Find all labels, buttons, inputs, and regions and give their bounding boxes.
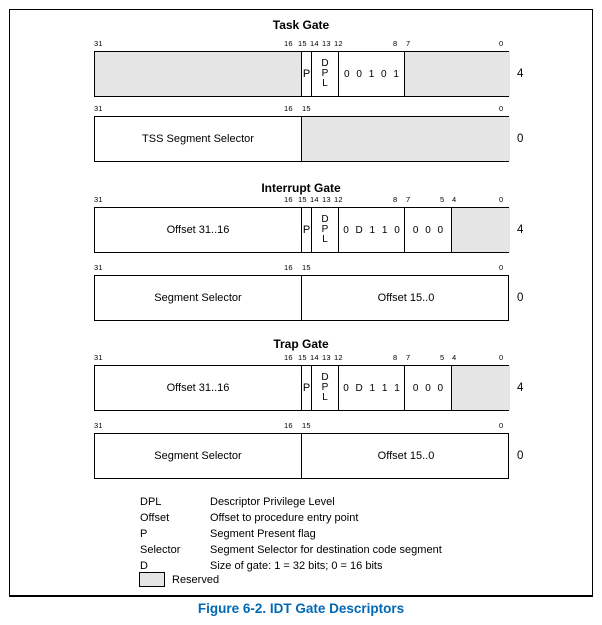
bit-label-12: 12: [334, 353, 343, 362]
bit-ruler: [94, 420, 509, 431]
legend-desc: Size of gate: 1 = 32 bits; 0 = 16 bits: [210, 560, 383, 572]
field-segment-selector: Segment Selector: [154, 450, 242, 462]
bit-label-8: 8: [393, 195, 398, 204]
bit-label-16: 16: [284, 421, 293, 430]
interrupt-gate-title: Interrupt Gate: [261, 181, 341, 195]
bit-ruler: [94, 352, 509, 363]
bit-label-16: 16: [284, 39, 293, 48]
field-offset-15-0: Offset 15..0: [301, 434, 510, 478]
bit-label-8: 8: [393, 39, 398, 48]
bit-label-0: 0: [499, 39, 504, 48]
trap-gate-dword-byte-4: [94, 365, 509, 411]
bit-label-13: 13: [322, 39, 331, 48]
bit-label-13: 13: [322, 195, 331, 204]
bit-label-7: 7: [406, 353, 411, 362]
field-offset-31-16: Offset 31..16: [166, 224, 230, 236]
field-char: L: [322, 78, 328, 89]
trap-gate-title: Trap Gate: [273, 337, 329, 351]
bit-ruler: [94, 103, 509, 114]
field-0-0-0: 0 0 0: [404, 208, 451, 252]
field-char: P: [321, 382, 329, 393]
field-0-0-0: 0 0 0: [404, 366, 451, 410]
legend-desc: Offset to procedure entry point: [210, 512, 359, 524]
byte-offset-label: 0: [517, 292, 524, 304]
bit-label-13: 13: [322, 353, 331, 362]
field-char: D: [321, 58, 329, 69]
bit-ruler: [94, 38, 509, 49]
bit-label-15: 15: [298, 353, 307, 362]
field-dpl: [311, 208, 338, 252]
field-segment-selector: Segment Selector: [154, 292, 242, 304]
trap-gate-dword-byte-0: [94, 433, 509, 479]
field-0-0-1-0-1: 0 0 1 0 1: [338, 52, 404, 96]
legend-desc: Segment Selector for destination code segment: [210, 544, 442, 556]
field-char: L: [322, 392, 328, 403]
bit-label-15: 15: [298, 195, 307, 204]
byte-offset-label: 0: [517, 133, 524, 145]
byte-offset-label: 4: [517, 382, 524, 394]
reserved-key: [139, 572, 219, 587]
bit-label-12: 12: [334, 195, 343, 204]
field-reserved: [451, 366, 510, 410]
field-p: P: [301, 52, 311, 96]
bit-label-4: 4: [452, 195, 457, 204]
bit-label-16: 16: [284, 263, 293, 272]
bit-label-14: 14: [310, 353, 319, 362]
task-gate-dword-byte-4: [94, 51, 509, 97]
figure-frame: [9, 9, 593, 597]
legend-entry-selector: [140, 542, 442, 558]
bit-label-8: 8: [393, 353, 398, 362]
bit-label-12: 12: [334, 39, 343, 48]
field-char: D: [321, 372, 329, 383]
bit-label-15: 15: [302, 104, 311, 113]
field-p: P: [301, 208, 311, 252]
field-p: P: [301, 366, 311, 410]
bit-label-15: 15: [298, 39, 307, 48]
field-offset-31-16: Offset 31..16: [166, 382, 230, 394]
field-offset-15-0: Offset 15..0: [301, 276, 510, 320]
bit-label-14: 14: [310, 39, 319, 48]
bit-label-4: 4: [452, 353, 457, 362]
legend-term: DPL: [140, 496, 162, 508]
field-0-d-1-1-0: 0 D 1 1 0: [338, 208, 404, 252]
bit-label-7: 7: [406, 195, 411, 204]
legend-entry-dpl: [140, 494, 442, 510]
byte-offset-label: 4: [517, 224, 524, 236]
bit-ruler: [94, 262, 509, 273]
task-gate-title: Task Gate: [272, 18, 330, 32]
interrupt-gate-dword-byte-4: [94, 207, 509, 253]
interrupt-gate-dword-byte-0: [94, 275, 509, 321]
field-0-d-1-1-1: 0 D 1 1 1: [338, 366, 404, 410]
legend-desc: Descriptor Privilege Level: [210, 496, 335, 508]
bit-ruler: [94, 194, 509, 205]
legend-term: D: [140, 560, 148, 572]
bit-label-16: 16: [284, 195, 293, 204]
legend-term: Selector: [140, 544, 181, 556]
bit-label-31: 31: [94, 104, 103, 113]
byte-offset-label: 4: [517, 68, 524, 80]
legend: [140, 494, 442, 574]
bit-label-31: 31: [94, 353, 103, 362]
field-dpl: [311, 52, 338, 96]
field-reserved: [95, 52, 301, 96]
figure-caption: Figure 6-2. IDT Gate Descriptors: [197, 601, 405, 616]
bit-label-14: 14: [310, 195, 319, 204]
task-gate-dword-byte-0: [94, 116, 509, 162]
legend-entry-offset: [140, 510, 442, 526]
bit-label-15: 15: [302, 421, 311, 430]
field-dpl: [311, 366, 338, 410]
byte-offset-label: 0: [517, 450, 524, 462]
bit-label-7: 7: [406, 39, 411, 48]
bit-label-16: 16: [284, 353, 293, 362]
bit-label-31: 31: [94, 39, 103, 48]
bit-label-15: 15: [302, 263, 311, 272]
legend-term: P: [140, 528, 148, 540]
bit-label-31: 31: [94, 263, 103, 272]
field-reserved: [301, 117, 510, 161]
field-reserved: [451, 208, 510, 252]
legend-desc: Segment Present flag: [210, 528, 316, 540]
bit-label-0: 0: [499, 195, 504, 204]
bit-label-0: 0: [499, 263, 504, 272]
bit-label-5: 5: [440, 195, 445, 204]
bit-label-0: 0: [499, 421, 504, 430]
bit-label-16: 16: [284, 104, 293, 113]
field-char: D: [321, 214, 329, 225]
bit-label-31: 31: [94, 195, 103, 204]
legend-term: Offset: [140, 512, 170, 524]
reserved-swatch-icon: [139, 572, 165, 587]
legend-entry-p: [140, 526, 442, 542]
field-tss-segment-selector: TSS Segment Selector: [142, 133, 254, 145]
bit-label-31: 31: [94, 421, 103, 430]
bit-label-0: 0: [499, 353, 504, 362]
field-char: P: [321, 68, 329, 79]
bit-label-0: 0: [499, 104, 504, 113]
field-char: P: [321, 224, 329, 235]
reserved-key-label: Reserved: [172, 573, 220, 586]
field-reserved: [404, 52, 510, 96]
bit-label-5: 5: [440, 353, 445, 362]
field-char: L: [322, 234, 328, 245]
